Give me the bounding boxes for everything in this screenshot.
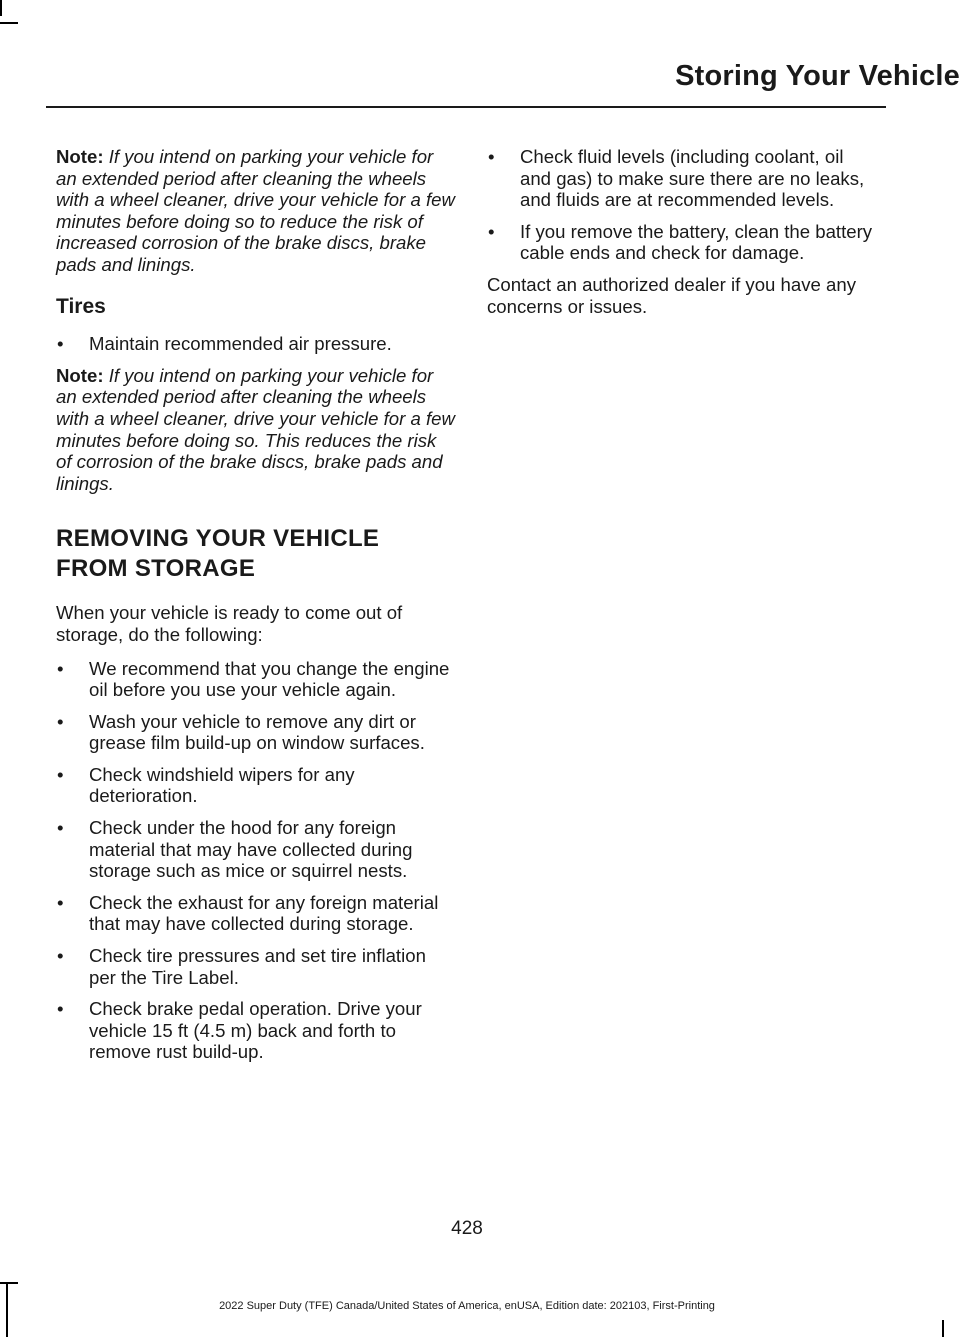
list-item-text: Check windshield wipers for any deterioration. — [89, 763, 355, 807]
crop-mark — [942, 1320, 944, 1337]
section-heading-tires: Tires — [56, 294, 106, 318]
list-item — [56, 711, 456, 754]
list-item — [56, 817, 456, 882]
list-item — [487, 221, 879, 264]
right-column — [487, 146, 879, 329]
list-item-text: Wash your vehicle to remove any dirt or grease film build-up on window surfaces. — [89, 710, 425, 754]
list-item — [56, 998, 456, 1063]
bullet-icon: • — [488, 220, 495, 242]
list-item-text: If you remove the battery, clean the battery cable ends and check for damage. — [520, 220, 873, 264]
list-item-text: Check tire pressures and set tire inflation per the Tire Label. — [89, 945, 426, 988]
bullet-icon: • — [57, 945, 64, 967]
list-item — [487, 146, 879, 211]
checks-list — [487, 146, 879, 264]
note-label: Note: — [56, 364, 104, 386]
bullet-icon: • — [57, 763, 64, 785]
bullet-icon: • — [488, 146, 495, 167]
header-rule — [46, 106, 886, 108]
note-text: If you intend on parking your vehicle for an extended period after cleaning the wheels with a wheel cleaner, drive your vehicle for a few minutes before doing so. This reduces the risk of corrosion of the brake discs, brake pads and linings. — [56, 364, 455, 494]
left-column — [56, 146, 456, 1073]
tires-list — [56, 333, 456, 355]
list-item — [56, 945, 456, 988]
list-item-text: Maintain recommended air pressure. — [89, 333, 392, 355]
bullet-icon: • — [57, 891, 64, 913]
list-item-text: Check fluid levels (including coolant, oil and gas) to make sure there are no leaks, and fluids are at recommended levels. — [520, 146, 865, 211]
list-item — [56, 892, 456, 935]
bullet-icon: • — [57, 657, 64, 679]
crop-mark — [0, 0, 2, 16]
intro-paragraph: When your vehicle is ready to come out of storage, do the following: — [56, 602, 403, 645]
bullet-icon: • — [57, 998, 64, 1020]
footer-text: 2022 Super Duty (TFE) Canada/United States of America, enUSA, Edition date: 202103, First-Printing — [219, 1300, 715, 1312]
list-item — [56, 333, 456, 355]
list-item-text: We recommend that you change the engine oil before you use your vehicle again. — [89, 657, 450, 701]
list-item-text: Check the exhaust for any foreign material that may have collected during storage. — [89, 891, 439, 935]
list-item — [56, 658, 456, 701]
note-text: If you intend on parking your vehicle for an extended period after cleaning the wheels with a wheel cleaner, drive your vehicle for a few minutes before doing so to reduce the risk of increased corrosion of the brake discs, brake pads and linings. — [56, 146, 455, 275]
bullet-icon: • — [57, 710, 64, 732]
list-item-text: Check brake pedal operation. Drive your vehicle 15 ft (4.5 m) back and forth to remove rust build-up. — [89, 998, 422, 1063]
crop-mark — [0, 1282, 18, 1284]
crop-mark — [0, 22, 18, 24]
closing-paragraph: Contact an authorized dealer if you have any concerns or issues. — [487, 273, 857, 317]
note-paragraph — [56, 365, 456, 495]
bullet-icon: • — [57, 817, 64, 839]
page-number: 428 — [451, 1218, 483, 1239]
page-title-text: Storing Your Vehicle — [675, 60, 960, 92]
list-item — [56, 764, 456, 807]
note-label: Note: — [56, 146, 104, 167]
bullet-icon: • — [57, 333, 64, 355]
removing-list — [56, 658, 456, 1064]
list-item-text: Check under the hood for any foreign material that may have collected during storage such as mice or squirrel nests. — [89, 817, 413, 882]
note-paragraph — [56, 146, 456, 276]
section-heading-removing: REMOVING YOUR VEHICLE FROM STORAGE — [56, 525, 380, 583]
